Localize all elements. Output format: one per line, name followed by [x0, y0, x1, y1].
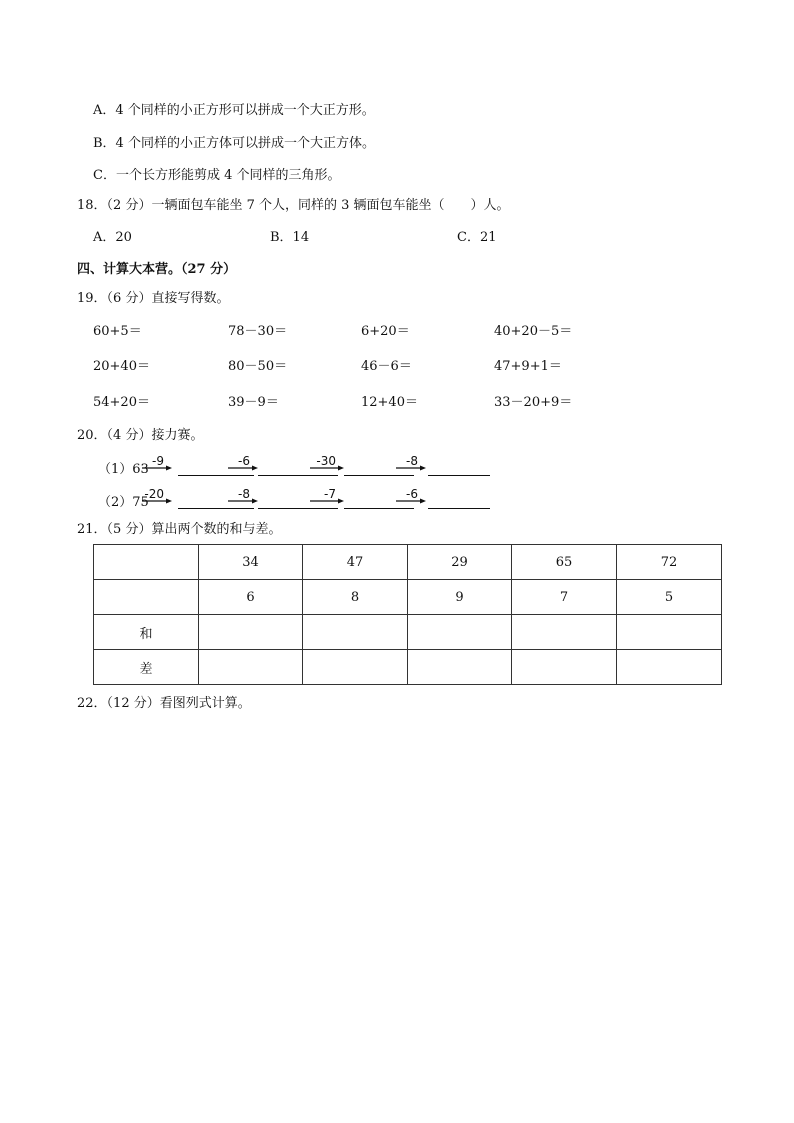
relay-step [142, 487, 172, 513]
step-label: -8 [238, 487, 250, 501]
calc-item: 46－6＝ [361, 359, 412, 374]
section-heading: 四、计算大本营。（27 分） [77, 262, 237, 277]
row-label-difference: 差 [94, 650, 199, 685]
sum-difference-table [93, 544, 722, 685]
answer-cell[interactable] [617, 615, 722, 650]
answer-cell[interactable] [303, 650, 408, 685]
answer-cell[interactable] [199, 650, 303, 685]
relay-step [228, 454, 258, 480]
calc-item: 20+40＝ [93, 359, 150, 374]
answer-cell[interactable] [617, 650, 722, 685]
relay-step [396, 487, 426, 513]
arrow-right-icon [310, 465, 344, 471]
q17-option-c: C．一个长方形能剪成 4 个同样的三角形。 [93, 168, 341, 183]
table-cell: 47 [303, 545, 408, 580]
step-label: -9 [152, 454, 164, 468]
calc-item: 78－30＝ [228, 324, 288, 339]
q18-option-a: A．20 [93, 230, 132, 245]
q17-option-b: B．4 个同样的小正方体可以拼成一个大正方体。 [93, 136, 375, 151]
q21-stem: 21．（5 分）算出两个数的和与差。 [77, 522, 282, 537]
table-cell: 72 [617, 545, 722, 580]
table-cell: 29 [408, 545, 512, 580]
arrow-right-icon [142, 498, 172, 504]
answer-cell[interactable] [512, 615, 617, 650]
table-cell: 6 [199, 580, 303, 615]
table-cell: 34 [199, 545, 303, 580]
answer-cell[interactable] [199, 615, 303, 650]
answer-cell[interactable] [303, 615, 408, 650]
calc-item: 12+40＝ [361, 395, 418, 410]
relay-chain-1 [98, 454, 518, 480]
table-row-sum [94, 615, 722, 650]
step-label: -6 [238, 454, 250, 468]
q19-stem: 19．（6 分）直接写得数。 [77, 291, 230, 306]
answer-blank[interactable] [428, 508, 490, 509]
answer-cell[interactable] [408, 615, 512, 650]
q18-option-c: C．21 [457, 230, 497, 245]
arrow-right-icon [228, 498, 258, 504]
row-label-sum: 和 [94, 615, 199, 650]
q20-stem: 20．（4 分）接力赛。 [77, 428, 204, 443]
calc-item: 40+20－5＝ [494, 324, 573, 339]
relay-chain-2 [98, 487, 518, 513]
calc-item: 47+9+1＝ [494, 359, 562, 374]
arrow-right-icon [396, 498, 426, 504]
table-cell: 5 [617, 580, 722, 615]
table-cell: 8 [303, 580, 408, 615]
step-label: -7 [324, 487, 336, 501]
step-label: -20 [144, 487, 164, 501]
table-cell: 65 [512, 545, 617, 580]
step-label: -30 [316, 454, 336, 468]
table-cell [94, 580, 199, 615]
table-cell: 9 [408, 580, 512, 615]
step-label: -6 [406, 487, 418, 501]
step-label: -8 [406, 454, 418, 468]
calc-item: 33－20+9＝ [494, 395, 573, 410]
calc-item: 39－9＝ [228, 395, 279, 410]
answer-blank[interactable] [428, 475, 490, 476]
calc-item: 60+5＝ [93, 324, 142, 339]
q18-option-b: B．14 [270, 230, 310, 245]
table-row [94, 580, 722, 615]
relay-step [142, 454, 172, 480]
calc-item: 54+20＝ [93, 395, 150, 410]
table-row [94, 545, 722, 580]
relay-step [310, 487, 344, 513]
arrow-right-icon [310, 498, 344, 504]
answer-cell[interactable] [408, 650, 512, 685]
relay-start: （2）75 [98, 495, 149, 510]
table-cell [94, 545, 199, 580]
calc-item: 6+20＝ [361, 324, 410, 339]
arrow-right-icon [228, 465, 258, 471]
relay-step [396, 454, 426, 480]
q18-stem: 18．（2 分）一辆面包车能坐 7 个人，同样的 3 辆面包车能坐（ ）人。 [77, 198, 510, 213]
arrow-right-icon [396, 465, 426, 471]
relay-step [310, 454, 344, 480]
table-cell: 7 [512, 580, 617, 615]
q22-stem: 22．（12 分）看图列式计算。 [77, 696, 251, 711]
relay-step [228, 487, 258, 513]
q17-option-a: A．4 个同样的小正方形可以拼成一个大正方形。 [93, 103, 375, 118]
calc-item: 80－50＝ [228, 359, 288, 374]
answer-cell[interactable] [512, 650, 617, 685]
relay-start: （1）63 [98, 462, 149, 477]
table-row-difference [94, 650, 722, 685]
arrow-right-icon [142, 465, 172, 471]
